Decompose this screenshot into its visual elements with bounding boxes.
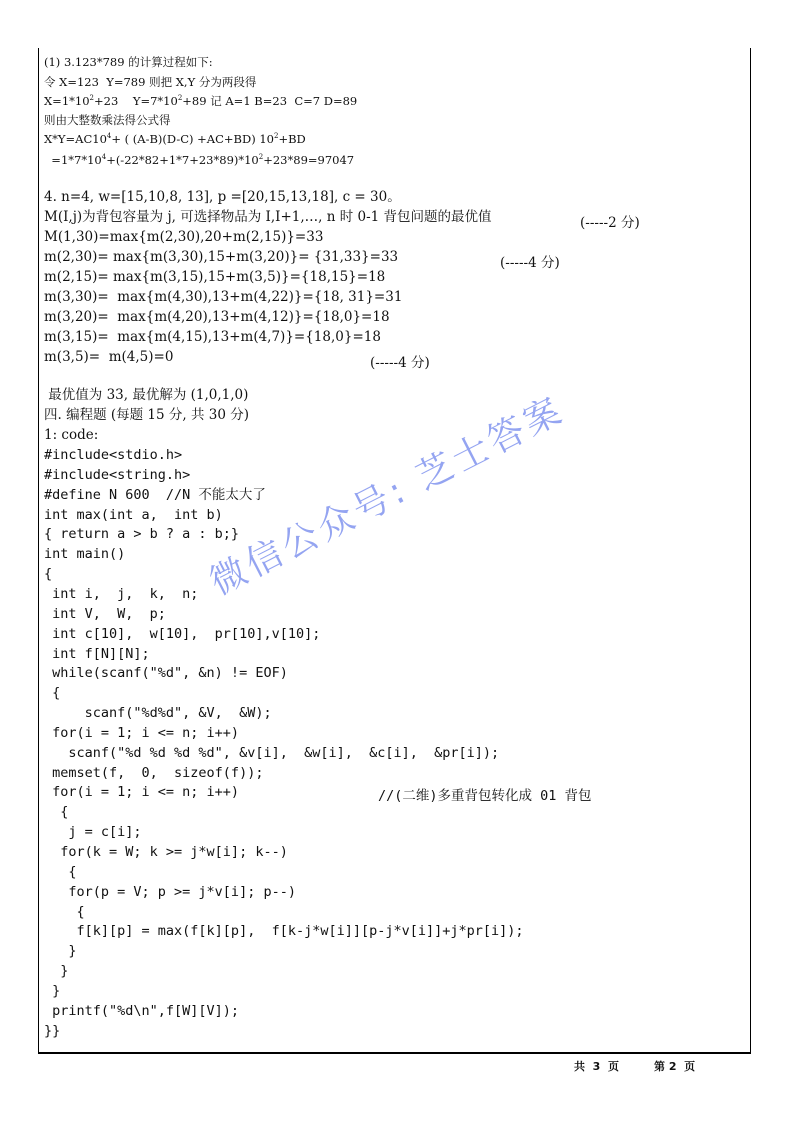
- code-line: int f[N][N];: [44, 645, 150, 662]
- score-mark: (-----2 分): [580, 215, 640, 231]
- section-title: 四. 编程题 (每题 15 分, 共 30 分): [44, 407, 250, 423]
- recurrence-row: M(1,30)=max{m(2,30),20+m(2,15)}=33: [44, 229, 324, 245]
- code-line: #include<string.h>: [44, 466, 191, 483]
- code-line: int max(int a, int b): [44, 506, 223, 523]
- code-line: j = c[i];: [44, 824, 142, 841]
- code-line: for(k = W; k >= j*w[i]; k--): [44, 844, 288, 860]
- code-line: for(i = 1; i <= n; i++): [44, 724, 240, 741]
- calc-result: $=1*7*10^4+(-22*82+1*7+23*89)*10^2+23*89=97047$: [44, 153, 355, 167]
- code-line: }: [44, 943, 77, 960]
- code-line: while(scanf("%d", &n) != EOF): [44, 665, 288, 682]
- knapsack-definition: M(I,j)为背包容量为 j, 可选择物品为 I,I+1,…, n 时 0-1 背包问题的最优值: [44, 209, 492, 225]
- recurrence-row: m(3,20)= max{m(4,20),13+m(4,12)}={18,0}=18: [44, 309, 390, 325]
- code-line: int c[10], w[10], pr[10],v[10];: [44, 625, 321, 642]
- code-line: { return a > b ? a : b;}: [44, 526, 240, 543]
- calc-xy: $X=1*10^2+23$ $Y=7*10^2+89$ 记 A=1 B=23 C=7 D=89: [44, 94, 358, 108]
- code-line: }}: [44, 1022, 61, 1039]
- code-line: for(i = 1; i <= n; i++): [44, 784, 240, 801]
- code-line: #define N 600 //N 不能太大了: [44, 486, 266, 503]
- code-line: #include<stdio.h>: [44, 447, 183, 463]
- score-mark: (-----4 分): [370, 355, 430, 371]
- recurrence-row: m(3,30)= max{m(4,30),13+m(4,22)}={18, 31}=31: [44, 289, 403, 305]
- code-line: {: [44, 566, 53, 583]
- code-line: int i, j, k, n;: [44, 585, 199, 602]
- code-line: scanf("%d %d %d %d", &v[i], &w[i], &c[i], &pr[i]);: [44, 744, 500, 761]
- watermark: 微信公众号: 芝士答案: [203, 389, 572, 604]
- code-line: f[k][p] = max(f[k][p], f[k-j*w[i]][p-j*v[i]]+j*pr[i]);: [44, 923, 524, 940]
- recurrence-row: m(2,15)= max{m(3,15),15+m(3,5)}={18,15}=18: [44, 269, 386, 285]
- code-line: printf("%d\n",f[W][V]);: [44, 1002, 240, 1019]
- code-line: }: [44, 982, 61, 999]
- optimal-result: 最优值为 33, 最优解为 (1,0,1,0): [44, 387, 249, 403]
- code-line: for(p = V; p >= j*v[i]; p--): [44, 883, 296, 900]
- code-line: {: [44, 685, 61, 702]
- calc-formula: $X*Y=AC10^4+$ ( (A-B)(D-C) +AC+BD) $10^2+BD$: [44, 132, 306, 146]
- code-line: {: [44, 903, 85, 920]
- recurrence-row: m(3,5)= m(4,5)=0: [44, 349, 174, 365]
- calc-split: 令 X=123 Y=789 则把 X,Y 分为两段得: [44, 75, 257, 89]
- code-label: 1: code:: [44, 427, 99, 443]
- calc-formula-intro: 则由大整数乘法得公式得: [44, 113, 171, 127]
- calc-intro: (1) 3.123*789 的计算过程如下:: [44, 55, 213, 69]
- page-total: 共 3 页: [574, 1060, 619, 1073]
- code-line: int main(): [44, 546, 126, 563]
- score-mark: (-----4 分): [500, 255, 560, 271]
- recurrence-row: m(3,15)= max{m(4,15),13+m(4,7)}={18,0}=18: [44, 329, 381, 345]
- page-number: 第 2 页: [654, 1060, 696, 1073]
- code-comment: //(二维)多重背包转化成 01 背包: [378, 788, 592, 804]
- code-line: memset(f, 0, sizeof(f));: [44, 764, 264, 781]
- code-line: scanf("%d%d", &V, &W);: [44, 705, 272, 722]
- recurrence-row: m(2,30)= max{m(3,30),15+m(3,20)}= {31,33}=33: [44, 249, 399, 265]
- code-line: int V, W, p;: [44, 605, 166, 622]
- knapsack-question: 4. n=4, w=[15,10,8, 13], p =[20,15,13,18], c = 30。: [44, 189, 401, 205]
- code-line: {: [44, 863, 77, 880]
- code-line: }: [44, 963, 69, 980]
- code-line: {: [44, 804, 69, 821]
